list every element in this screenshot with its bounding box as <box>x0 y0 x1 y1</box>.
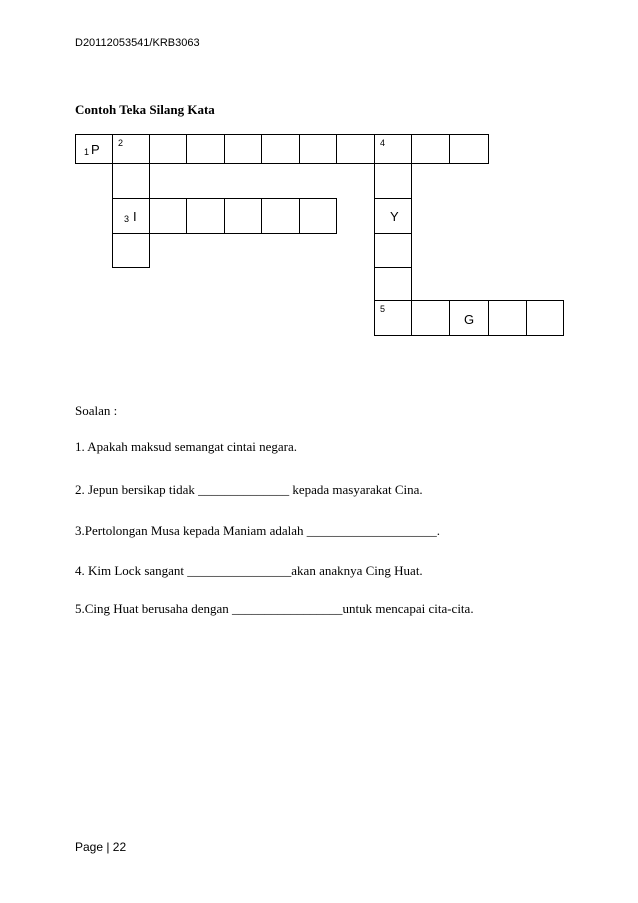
page-title: Contoh Teka Silang Kata <box>75 102 215 117</box>
questions-heading: Soalan : <box>75 403 118 418</box>
cell-number: 2 <box>118 138 124 148</box>
cell-letter: P <box>91 142 100 157</box>
crossword-cell[interactable] <box>224 198 262 234</box>
crossword-cell[interactable] <box>449 134 489 164</box>
question-item: 2. Jepun bersikap tidak ______________ kepada masyarakat Cina. <box>75 482 423 497</box>
crossword-cell[interactable] <box>374 300 412 336</box>
cell-letter: I <box>133 209 137 224</box>
crossword-cell[interactable] <box>186 198 225 234</box>
crossword-cell[interactable] <box>411 300 450 336</box>
question-item: 3.Pertolongan Musa kepada Maniam adalah ____________________. <box>75 523 441 538</box>
crossword-cell[interactable] <box>112 163 150 199</box>
crossword-cell[interactable] <box>112 134 150 164</box>
crossword-cell[interactable] <box>374 163 412 199</box>
crossword-cell[interactable] <box>261 198 300 234</box>
crossword-cell[interactable] <box>374 233 412 268</box>
cell-number: 1 <box>84 147 90 157</box>
crossword-cell[interactable] <box>526 300 564 336</box>
crossword-cell[interactable] <box>112 233 150 268</box>
document-id: D20112053541/KRB3063 <box>75 37 200 49</box>
question-item: 4. Kim Lock sangant ________________akan anaknya Cing Huat. <box>75 563 423 578</box>
crossword-cell[interactable] <box>374 267 412 301</box>
crossword-cell[interactable] <box>261 134 300 164</box>
crossword-cell[interactable] <box>75 134 113 164</box>
question-item: 5.Cing Huat berusaha dengan _________________untuk mencapai cita-cita. <box>75 601 474 616</box>
page-number: Page | 22 <box>75 840 127 854</box>
crossword-cell[interactable] <box>299 198 337 234</box>
crossword-cell[interactable] <box>299 134 337 164</box>
cell-number: 4 <box>380 138 386 148</box>
crossword-cell[interactable] <box>336 134 375 164</box>
cell-letter: G <box>464 312 475 327</box>
crossword-cell[interactable] <box>149 134 187 164</box>
cell-letter: Y <box>390 209 399 224</box>
crossword-cell[interactable] <box>149 198 187 234</box>
cell-number: 5 <box>380 304 386 314</box>
crossword-cell[interactable] <box>411 134 450 164</box>
crossword-cell[interactable] <box>374 198 412 234</box>
crossword-cell[interactable] <box>112 198 150 234</box>
question-item: 1. Apakah maksud semangat cintai negara. <box>75 439 298 454</box>
crossword-cell[interactable] <box>224 134 262 164</box>
crossword-cell[interactable] <box>186 134 225 164</box>
crossword-cell[interactable] <box>374 134 412 164</box>
cell-number: 3 <box>124 214 130 224</box>
crossword-cell[interactable] <box>449 300 489 336</box>
crossword-cell[interactable] <box>488 300 527 336</box>
